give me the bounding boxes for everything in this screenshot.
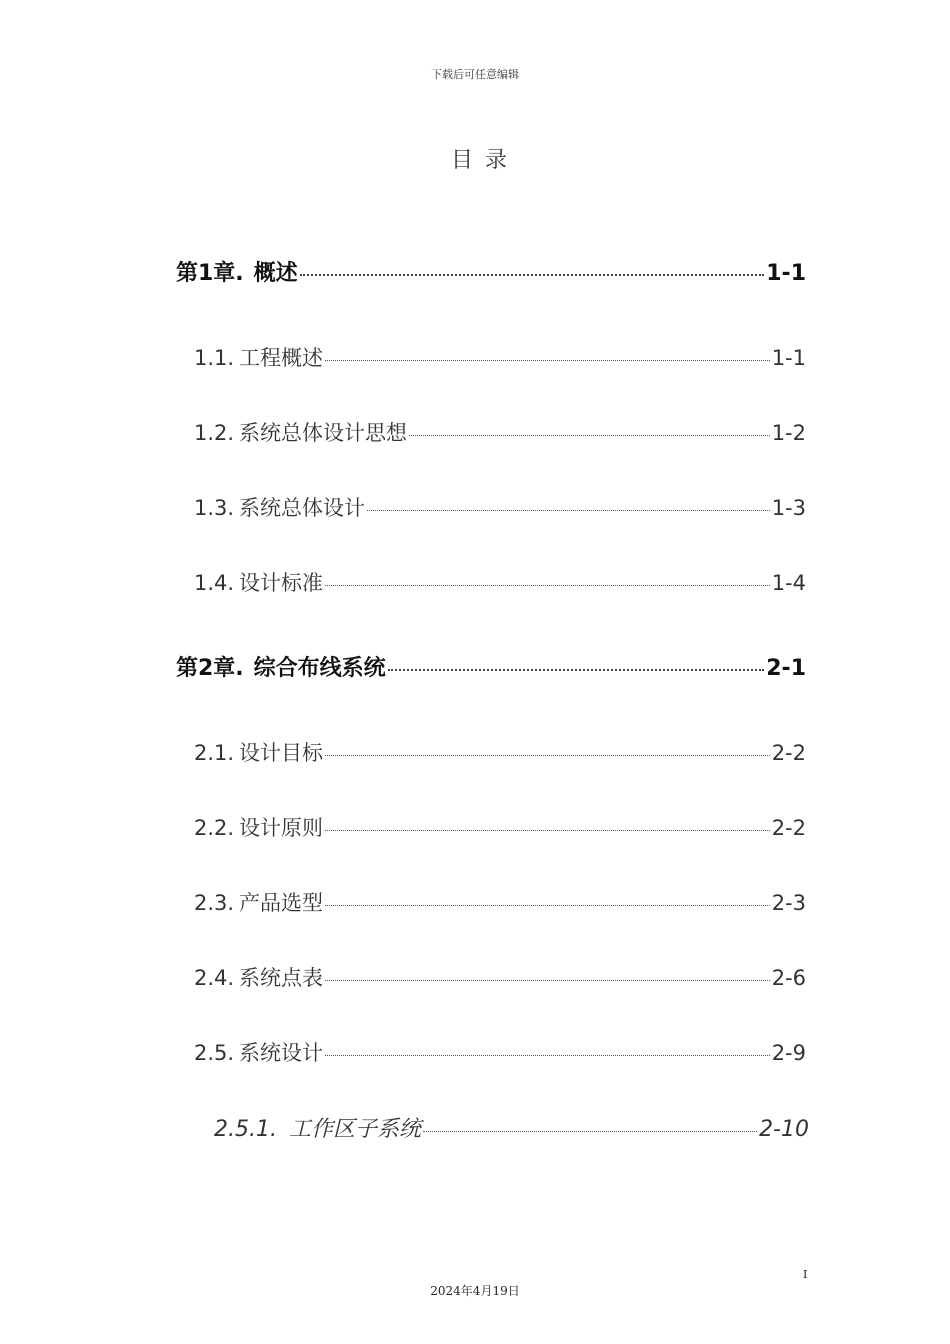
dot-leader [325, 1055, 770, 1056]
toc-entry-text: 设计目标 [239, 741, 323, 765]
toc-title: 目录 [450, 148, 519, 173]
toc-entry-page: 1-2 [771, 421, 806, 445]
toc-entry-2-5[interactable] [194, 1037, 806, 1067]
toc-entry-number: 第2章. [176, 656, 244, 681]
toc-entry-text: 工程概述 [239, 346, 323, 370]
toc-entry-2-5-1[interactable] [214, 1112, 809, 1143]
toc-entry-1-3[interactable] [194, 492, 806, 522]
toc-entry-1-2[interactable] [194, 417, 806, 447]
toc-entry-text: 综合布线系统 [253, 656, 386, 681]
toc-entry-page: 2-2 [771, 741, 806, 765]
dot-leader [325, 905, 770, 906]
toc-entry-number: 1.3. [194, 496, 235, 520]
toc-entry-text: 工作区子系统 [288, 1117, 421, 1142]
toc-entry-number: 1.4. [194, 571, 235, 595]
toc-entry-number: 1.2. [194, 421, 235, 445]
toc-entry-number: 2.2. [194, 816, 235, 840]
toc-entry-page: 1-1 [766, 261, 806, 286]
toc-entry-number: 2.5.1. [214, 1117, 277, 1142]
dot-leader [409, 435, 770, 436]
dot-leader [388, 669, 765, 671]
toc-entry-number: 第1章. [176, 261, 244, 286]
toc-entry-text: 系统点表 [239, 966, 323, 990]
toc-entry-number: 2.4. [194, 966, 235, 990]
toc-entry-page: 1-3 [771, 496, 806, 520]
dot-leader [325, 585, 770, 586]
toc-entry-text: 系统总体设计思想 [239, 421, 407, 445]
toc-entry-text: 概述 [253, 261, 298, 286]
toc-entry-text: 系统设计 [239, 1041, 323, 1065]
toc-entry-page: 2-2 [771, 816, 806, 840]
toc-entry-2-2[interactable] [194, 812, 806, 842]
toc-entry-text: 设计原则 [239, 816, 323, 840]
toc-entry-page: 2-9 [771, 1041, 806, 1065]
toc-entry-number: 2.3. [194, 891, 235, 915]
toc-entry-text: 系统总体设计 [239, 496, 365, 520]
toc-entry-text: 设计标准 [239, 571, 323, 595]
dot-leader [423, 1131, 757, 1132]
toc-entry-page: 2-6 [771, 966, 806, 990]
header-note: 下载后可任意编辑 [431, 68, 519, 81]
toc-entry-chapter-1[interactable] [176, 256, 806, 287]
dot-leader [325, 830, 770, 831]
toc-entry-number: 2.1. [194, 741, 235, 765]
toc-entry-2-1[interactable] [194, 737, 806, 767]
toc-entry-page: 1-4 [771, 571, 806, 595]
toc-entry-number: 1.1. [194, 346, 235, 370]
dot-leader [325, 755, 770, 756]
toc-entry-2-3[interactable] [194, 887, 806, 917]
page-number: I [803, 1268, 808, 1281]
footer-date: 2024年4月19日 [430, 1284, 520, 1298]
toc-entry-page: 2-3 [771, 891, 806, 915]
toc-entry-1-1[interactable] [194, 342, 806, 372]
dot-leader [325, 980, 770, 981]
toc-entry-2-4[interactable] [194, 962, 806, 992]
toc-entry-page: 1-1 [771, 346, 806, 370]
toc-entry-text: 产品选型 [239, 891, 323, 915]
toc-entry-chapter-2[interactable] [176, 651, 806, 682]
toc-entry-page: 2-1 [766, 656, 806, 681]
dot-leader [367, 510, 770, 511]
toc-entry-1-4[interactable] [194, 567, 806, 597]
toc-entry-page: 2-10 [759, 1117, 809, 1142]
toc-entry-number: 2.5. [194, 1041, 235, 1065]
dot-leader [325, 360, 770, 361]
dot-leader [300, 274, 765, 276]
